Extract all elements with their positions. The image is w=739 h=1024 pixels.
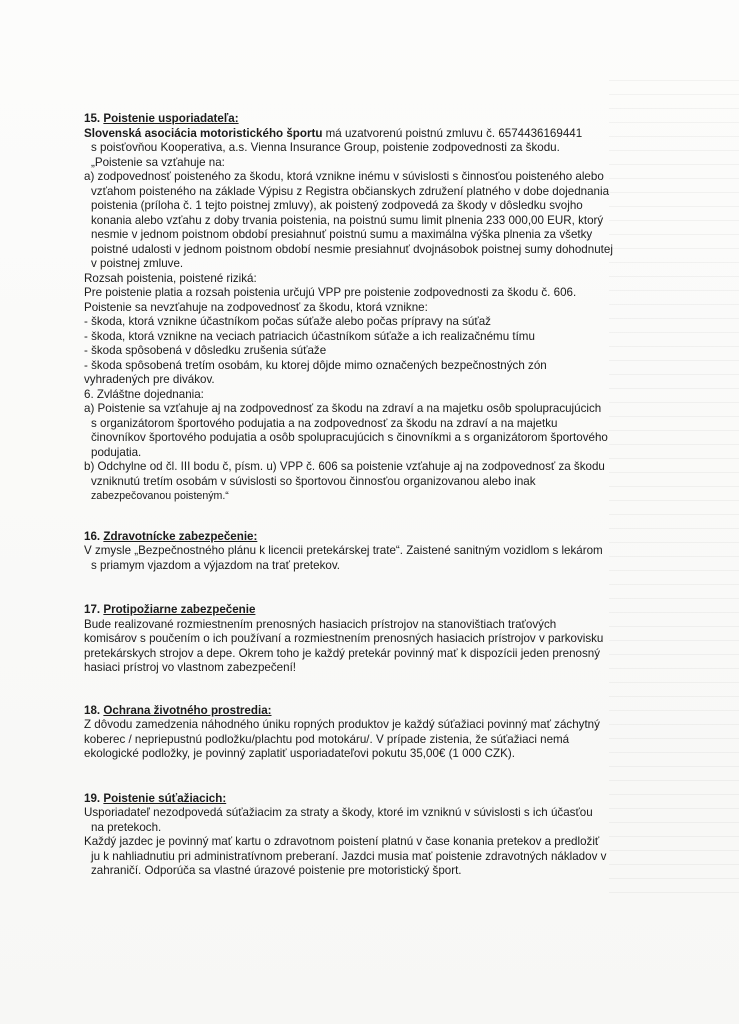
section-15-heading <box>84 112 664 127</box>
section-title: Ochrana životného prostredia: <box>103 703 272 717</box>
section-number: 15. <box>84 112 101 125</box>
paragraph-line: s poisťovňou Kooperativa, a.s. Vienna Insurance Group, poistenie zodpovednosti za škodu. <box>91 141 560 154</box>
paragraph-line: Poistenie sa nevzťahuje na zodpovednosť za škodu, ktorá vznikne: <box>84 300 428 314</box>
section-19-heading <box>84 792 664 807</box>
section-title: Zdravotnícke zabezpečenie: <box>103 529 258 543</box>
section-title: Poistenie usporiadateľa: <box>103 112 239 125</box>
paragraph-line: V zmysle „Bezpečnostného plánu k licencii pretekárskej trate“. Zaistené sanitným vozidlom s lekárom <box>84 544 603 557</box>
paragraph-line: Pre poistenie platia a rozsah poistenia určujú VPP pre poistenie zodpovednosti za škodu č. 606. <box>84 286 577 299</box>
section-16 <box>84 530 664 574</box>
paragraph-line: v poistnej zmluve. <box>91 257 184 270</box>
section-19 <box>84 792 664 879</box>
list-item: - škoda, ktorá vznikne na veciach patriacich účastníkom súťaže a ich realizačnému tímu <box>84 329 535 343</box>
paragraph-line: b) Odchylne od čl. III bodu č, písm. u) VPP č. 606 sa poistenie vzťahuje aj na zodpovednosť za škodu <box>84 460 605 473</box>
section-number: 16. <box>84 529 101 543</box>
paragraph-line: nesmie v jednom poistnom období presiahnuť poistnú sumu a maximálna výška plnenia za všetky <box>91 228 593 241</box>
section-spacer <box>84 676 664 704</box>
section-16-heading <box>84 530 664 545</box>
paragraph-line: pretekárskych strojov a depe. Okrem toho je každý pretekár povinný mať k dispozícii jeden prenosný <box>84 646 601 660</box>
paragraph-line: Každý jazdec je povinný mať kartu o zdravotnom poistení platnú v čase konania pretekov a predložiť <box>84 835 600 848</box>
section-17-heading <box>84 603 664 618</box>
paragraph-line: Rozsah poistenia, poistené riziká: <box>84 271 257 285</box>
paragraph-line <box>84 127 664 142</box>
list-item: - škoda spôsobená v dôsledku zrušenia súťaže <box>84 344 327 357</box>
paragraph-line: poistné udalosti v jednom poistnom období nesmie presiahnuť dvojnásobok poistnej sumy dohodnutej <box>91 242 613 256</box>
paragraph-line: činovníkov športového podujatia a osôb spolupracujúcich s činovníkmi a s organizátorom športového <box>91 431 608 444</box>
document-body <box>84 112 664 879</box>
list-item: - škoda spôsobená tretím osobám, ku ktorej dôjde mimo označených bezpečnostných zón <box>84 358 547 372</box>
section-spacer <box>84 573 664 603</box>
paragraph-line: ju k nahliadnutiu pri administratívnom preberaní. Jazdci musia mať poistenie zdravotných nákladov v <box>91 849 607 863</box>
paragraph-line: koberec / nepriepustnú podložku/plachtu pod motokáru/. V prípade zistenia, že súťažiaci nemá <box>84 732 570 746</box>
paragraph-line: Bude realizované rozmiestnením prenosných hasiacich prístrojov na stanovištiach traťových <box>84 617 557 631</box>
section-title: Poistenie súťažiacich: <box>103 791 227 805</box>
paragraph-line: vzniknutú tretím osobám v súvislosti so športovou činnosťou organizovanou alebo inak <box>91 474 536 488</box>
paragraph-line: konania alebo vzťahu z doby trvania poistenia, na poistnú sumu limit plnenia 233 000,00 EUR, ktorý <box>91 213 604 227</box>
paragraph-line: s priamym vjazdom a výjazdom na trať pretekov. <box>91 558 340 572</box>
paragraph-line: ekologické podložky, je povinný zaplatiť usporiadateľovi pokutu 35,00€ (1 000 CZK). <box>84 747 515 760</box>
paragraph-line: s organizátorom športového podujatia a na zodpovednosť za škodu na zdraví a na majetku <box>91 416 558 430</box>
text-span: má uzatvorenú poistnú zmluvu č. 6574436169441 <box>325 126 583 140</box>
section-title: Protipožiarne zabezpečenie <box>103 603 256 616</box>
section-17 <box>84 603 664 676</box>
section-15 <box>84 112 664 504</box>
paragraph-line: Usporiadateľ nezodpovedá súťažiacim za straty a škody, ktoré im vzniknú v súvislosti s ich účasťou <box>84 806 593 819</box>
section-number: 17. <box>84 603 101 616</box>
list-item: - škoda, ktorá vznikne účastníkom počas súťaže alebo počas prípravy na súťaž <box>84 315 491 328</box>
organization-name: Slovenská asociácia motoristického športu <box>84 126 323 140</box>
paragraph-line: na pretekoch. <box>91 820 162 834</box>
section-spacer <box>84 762 664 792</box>
paragraph-line: zabezpečovanou poisteným.“ <box>91 490 229 502</box>
section-number: 18. <box>84 703 101 717</box>
section-18 <box>84 704 664 762</box>
paragraph-line: zahraničí. Odporúča sa vlastné úrazové poistenie pre motoristický šport. <box>91 864 462 877</box>
paragraph-line: a) Poistenie sa vzťahuje aj na zodpovednosť za škodu na zdraví a na majetku osôb spolupracujúcich <box>84 402 602 415</box>
paragraph-line: hasiaci prístroj vo vlastnom zabezpečení! <box>84 661 297 674</box>
paragraph-line: „Poistenie sa vzťahuje na: <box>91 155 225 169</box>
section-number: 19. <box>84 791 101 805</box>
paragraph-line: vyhradených pre divákov. <box>84 373 215 386</box>
paragraph-line: poistenia (príloha č. 1 tejto poistnej zmluvy), ak poistený zodpovedá za škody v dôsledku svojho <box>91 199 583 212</box>
paragraph-line: a) zodpovednosť poisteného za škodu, ktorá vznikne inému v súvislosti s činnosťou poisteného alebo <box>84 170 604 183</box>
paragraph-line: podujatia. <box>91 445 142 459</box>
section-spacer <box>84 504 664 530</box>
paragraph-line: vzťahom poisteného na základe Výpisu z Registra občianskych združení platného v dobe dojednania <box>91 184 610 198</box>
section-18-heading <box>84 704 664 719</box>
paragraph-line: 6. Zvláštne dojednania: <box>84 387 204 401</box>
paragraph-line: Z dôvodu zamedzenia náhodného úniku ropných produktov je každý súťažiaci povinný mať záchytný <box>84 718 600 731</box>
paragraph-line: komisárov s poučením o ich používaní a rozmiestnením prenosných hasiacich prístrojov v parkovisku <box>84 632 604 645</box>
